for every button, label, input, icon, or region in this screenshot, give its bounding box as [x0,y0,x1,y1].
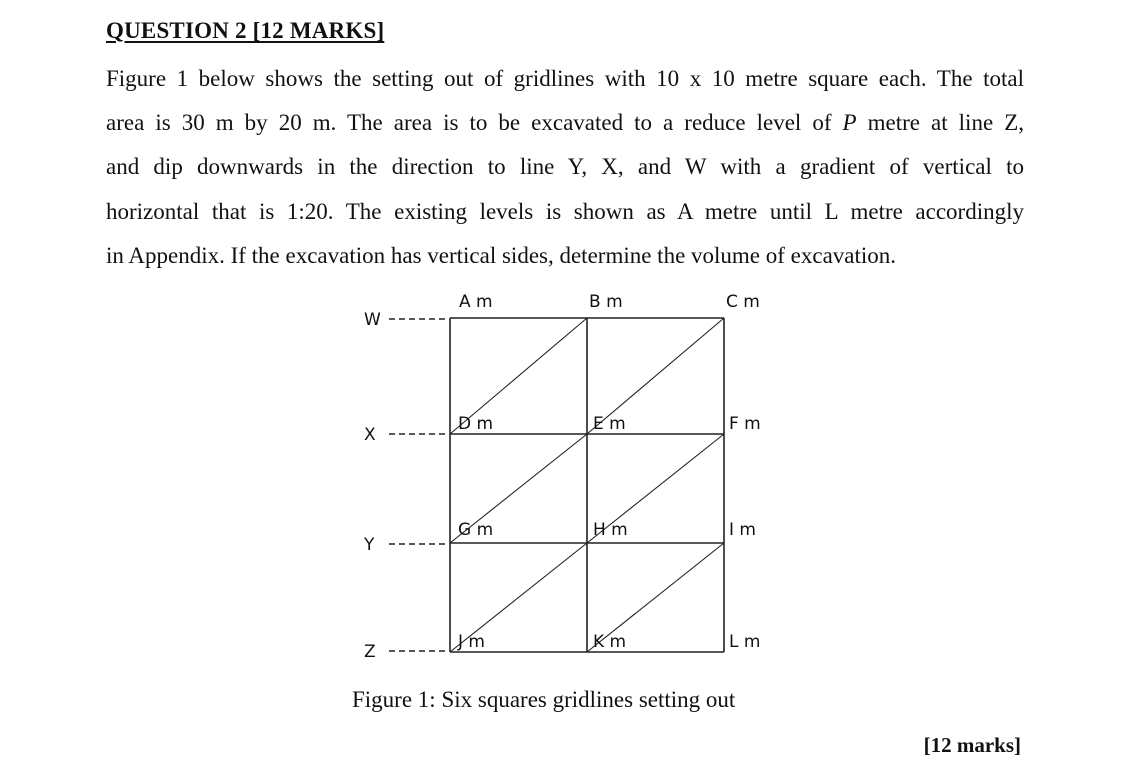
row-label-x: X [364,425,376,445]
point-label-f: F m [729,414,761,434]
row-label-z: Z [364,642,376,662]
row-label-y: Y [364,535,375,555]
row-label-w: W [364,310,381,330]
point-label-g: G m [458,520,494,540]
marks-total: [12 marks] [923,733,1021,757]
paragraph-line-5: in Appendix. If the excavation has vertical sides, determine the volume of excavation. [106,242,897,268]
paragraph-line-3: and dip downwards in the direction to line Y, X, and W with a gradient of vertical to [106,154,1024,180]
point-label-c: C m [726,292,760,312]
question-heading: QUESTION 2 [12 MARKS] [106,18,385,43]
point-label-k: K m [593,632,627,652]
point-label-j: J m [458,632,485,652]
figure-caption: Figure 1: Six squares gridlines setting out [352,687,736,712]
paragraph-line-2: area is 30 m by 20 m. The area is to be excavated to a reduce level of P metre at line Z, [106,110,1024,136]
row-labels [363,310,381,662]
point-label-e: E m [593,414,626,434]
point-label-b: B m [589,292,623,312]
point-labels [457,292,761,652]
paragraph-line-1: Figure 1 below shows the setting out of gridlines with 10 x 10 metre square each. The total [106,66,1024,91]
point-label-d: D m [458,414,494,434]
point-label-i: I m [729,520,756,540]
grid-lines [450,318,724,652]
point-label-l: L m [729,632,761,652]
paragraph-line-4: horizontal that is 1:20. The existing levels is shown as A metre until L metre accordingly [106,198,1024,224]
point-label-h: H m [593,520,628,540]
variable-p: P [842,110,857,136]
row-leaders [389,319,449,651]
point-label-a: A m [459,292,493,312]
